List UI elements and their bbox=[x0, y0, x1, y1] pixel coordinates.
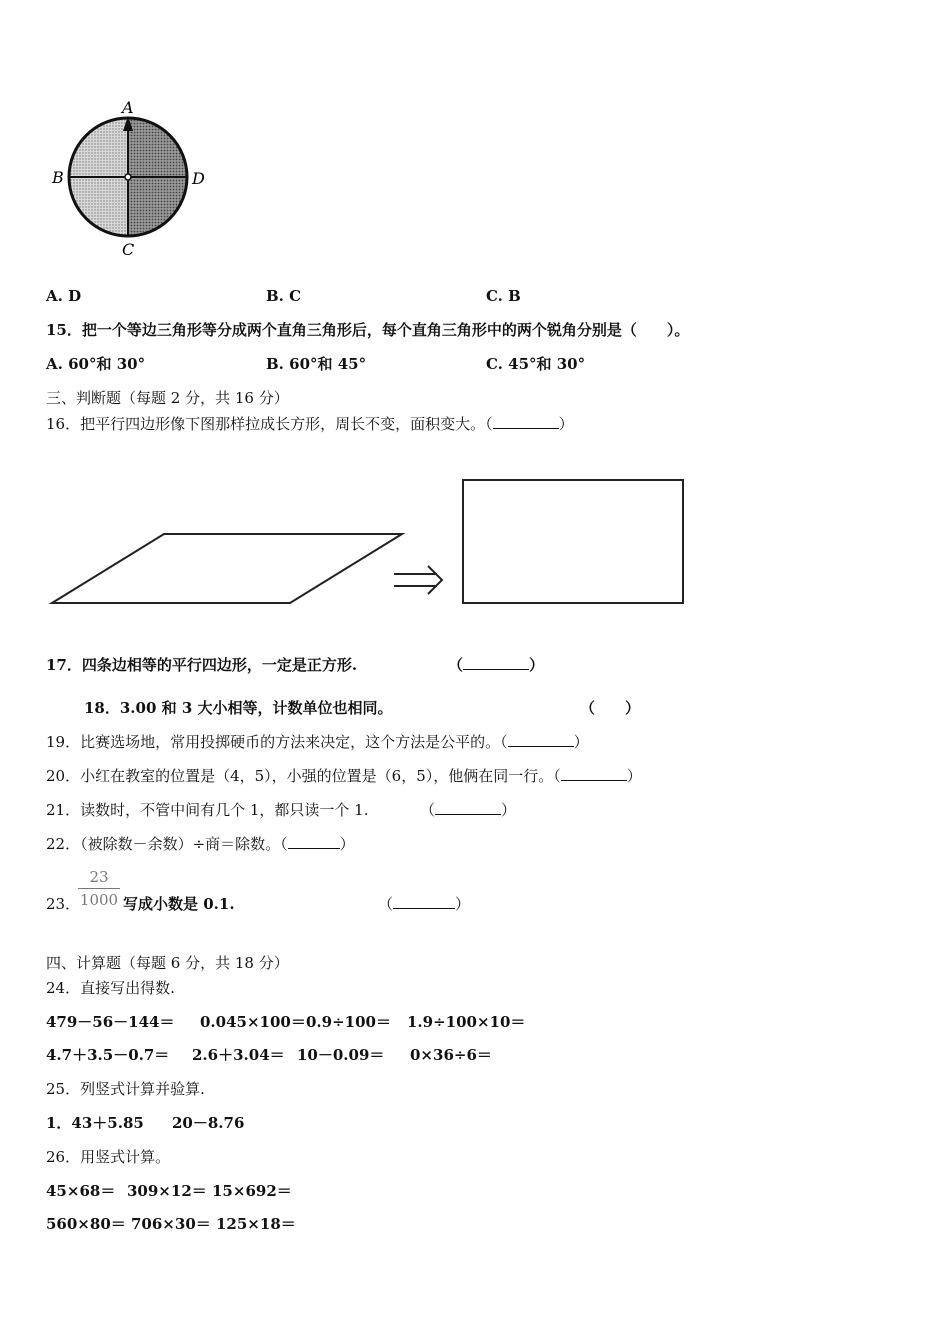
q15-option-b: B. 60°和 45° bbox=[266, 355, 367, 373]
q21-question: 21．读数时，不管中间有几个 1，都只读一个 1. bbox=[46, 801, 369, 819]
q24-expr-8: 0×36÷6＝ bbox=[410, 1046, 492, 1064]
q18-answer[interactable]: （ ） bbox=[580, 699, 641, 717]
compass-circle-figure bbox=[40, 95, 220, 265]
q20-question: 20．小红在教室的位置是（4，5），小强的位置是（6，5），他俩在同一行。（ ） bbox=[46, 767, 642, 785]
label-b: B bbox=[52, 168, 64, 187]
q26-question: 26．用竖式计算。 bbox=[46, 1148, 171, 1166]
q23-fraction: 23 1000 bbox=[79, 868, 119, 909]
answer-blank[interactable] bbox=[393, 894, 455, 909]
q15-option-c: C. 45°和 30° bbox=[486, 355, 586, 373]
q24-question: 24．直接写出得数. bbox=[46, 979, 175, 997]
q24-expr-6: 2.6＋3.04＝ bbox=[192, 1046, 285, 1064]
label-d: D bbox=[192, 169, 205, 188]
answer-blank[interactable] bbox=[561, 766, 627, 781]
answer-blank[interactable] bbox=[463, 655, 529, 670]
answer-blank[interactable] bbox=[508, 732, 574, 747]
q24-expr-7: 10－0.09＝ bbox=[297, 1046, 385, 1064]
q24-expr-2: 0.045×100＝ bbox=[200, 1013, 306, 1031]
q19-question: 19．比赛选场地，常用投掷硬币的方法来决定，这个方法是公平的。（ ） bbox=[46, 733, 589, 751]
q26-expr-4: 560×80＝ bbox=[46, 1215, 126, 1233]
answer-blank[interactable] bbox=[435, 800, 501, 815]
q26-expr-1: 45×68＝ bbox=[46, 1182, 116, 1200]
q21-answer: （ ） bbox=[420, 801, 517, 819]
q14-option-a: A. D bbox=[46, 287, 82, 305]
section-3-title: 三、判断题（每题 2 分，共 16 分） bbox=[46, 389, 289, 407]
rectangle bbox=[463, 480, 683, 603]
q16-question: 16．把平行四边形像下图那样拉成长方形，周长不变，面积变大。（ ） bbox=[46, 415, 574, 433]
label-a: A bbox=[122, 98, 134, 117]
q26-expr-6: 125×18＝ bbox=[216, 1215, 296, 1233]
q24-expr-5: 4.7＋3.5－0.7＝ bbox=[46, 1046, 170, 1064]
double-arrow-icon bbox=[394, 566, 442, 594]
parallelogram-to-rectangle-figure bbox=[44, 470, 694, 615]
q26-expr-2: 309×12＝ bbox=[127, 1182, 207, 1200]
q25-expr-2: 20－8.76 bbox=[172, 1114, 245, 1132]
q24-expr-3: 0.9÷100＝ bbox=[306, 1013, 391, 1031]
q25-question: 25．列竖式计算并验算. bbox=[46, 1080, 205, 1098]
section-4-title: 四、计算题（每题 6 分，共 18 分） bbox=[46, 954, 289, 972]
q24-expr-4: 1.9÷100×10＝ bbox=[407, 1013, 526, 1031]
q14-option-b: B. C bbox=[266, 287, 302, 305]
q23-number: 23． bbox=[46, 895, 81, 913]
q23-question: 写成小数是 0.1. bbox=[123, 895, 235, 913]
q17-answer: （ ） bbox=[448, 656, 545, 674]
q24-expr-1: 479－56－144＝ bbox=[46, 1013, 175, 1031]
q25-expr-1: 1．43＋5.85 bbox=[46, 1114, 144, 1132]
q15-question: 15．把一个等边三角形等分成两个直角三角形后，每个直角三角形中的两个锐角分别是（ ）。 bbox=[46, 321, 690, 339]
q14-option-c: C. B bbox=[486, 287, 521, 305]
answer-blank[interactable] bbox=[288, 834, 340, 849]
answer-blank[interactable] bbox=[493, 414, 559, 429]
q23-answer: （ ） bbox=[378, 895, 471, 913]
q26-expr-3: 15×692＝ bbox=[212, 1182, 292, 1200]
q17-question: 17．四条边相等的平行四边形，一定是正方形. bbox=[46, 656, 358, 674]
label-c: C bbox=[122, 240, 135, 259]
q22-question: 22．（被除数－余数）÷商＝除数。（ ） bbox=[46, 835, 355, 853]
q26-expr-5: 706×30＝ bbox=[131, 1215, 211, 1233]
parallelogram bbox=[52, 534, 402, 603]
q18-question: 18．3.00 和 3 大小相等，计数单位也相同。 bbox=[84, 699, 393, 717]
q15-option-a: A. 60°和 30° bbox=[46, 355, 146, 373]
